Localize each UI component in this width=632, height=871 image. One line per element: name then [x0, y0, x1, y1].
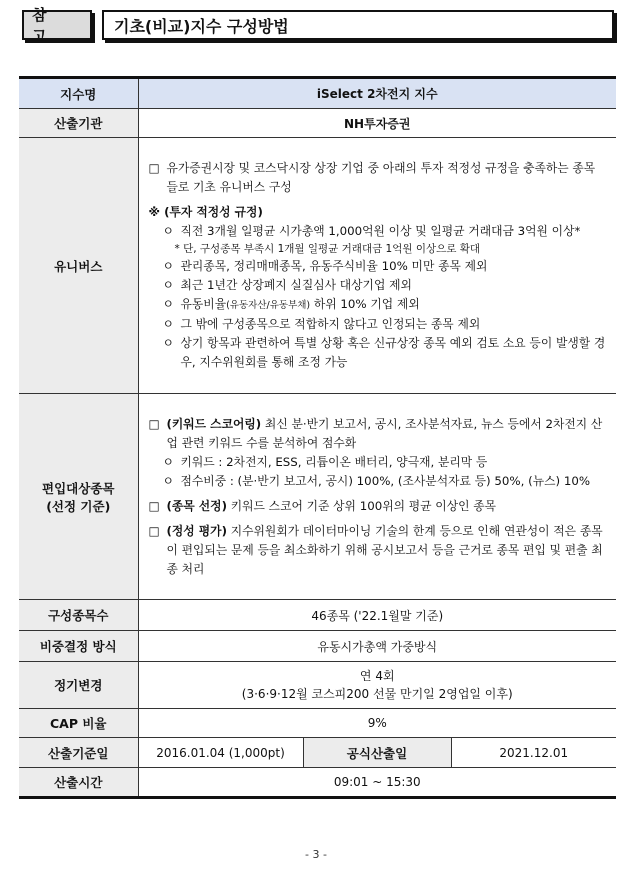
universe-intro: □ 유가증권시장 및 코스닥시장 상장 기업 중 아래의 투자 적정성 규정을 충족하는 종목들로 기초 유니버스 구성	[149, 159, 607, 197]
weighting-label: 비중결정 방식	[19, 631, 138, 662]
calc-org-value: NH투자증권	[138, 109, 616, 138]
weighting-value: 유동시가총액 가중방식	[138, 631, 616, 662]
list-item: ㅇ 최근 1년간 상장폐지 실질심사 대상기업 제외	[162, 278, 412, 292]
index-name-value: iSelect 2차전지 지수	[138, 78, 616, 109]
scoring-paragraph: □ (키워드 스코어링) 최신 분·반기 보고서, 공시, 조사분석자료, 뉴스 등에서 2차전지 산업 관련 키워드 수를 분석하여 점수화	[149, 415, 607, 453]
table-row	[19, 631, 616, 662]
rebalance-label: 정기변경	[19, 662, 138, 709]
cap-label: CAP 비율	[19, 709, 138, 738]
index-info-table	[19, 76, 616, 799]
table-row	[19, 600, 616, 631]
calc-time-label: 산출시간	[19, 768, 138, 798]
universe-content	[138, 138, 616, 394]
checkbox-bullet-icon: □	[148, 523, 160, 538]
list-item: ㅇ 관리종목, 정리매매종목, 유동주식비율 10% 미만 종목 제외	[162, 259, 488, 273]
inclusion-content	[138, 394, 616, 600]
reference-tag: 참 고	[22, 10, 92, 40]
page-number: - 3 -	[305, 848, 327, 861]
inclusion-label: 편입대상종목 (선정 기준)	[19, 394, 138, 600]
cap-value: 9%	[138, 709, 616, 738]
pub-date-value: 2021.12.01	[451, 738, 616, 768]
footnote: * 단, 구성종목 부족시 1개월 일평균 거래대금 1억원 이상으로 확대	[174, 243, 481, 255]
list-item: ㅇ 그 밖에 구성종목으로 적합하지 않다고 인정되는 종목 제외	[162, 317, 481, 331]
table-row	[19, 138, 616, 394]
table-row	[19, 662, 616, 709]
table-row	[19, 394, 616, 600]
checkbox-bullet-icon: □	[148, 498, 160, 513]
table-row	[19, 738, 616, 768]
index-name-label: 지수명	[19, 78, 138, 109]
rule-title: ※ (투자 적정성 규정)	[148, 205, 263, 219]
checkbox-bullet-icon: □	[148, 416, 160, 431]
section-title: 기초(비교)지수 구성방법	[102, 10, 614, 40]
checkbox-bullet-icon: □	[148, 161, 160, 175]
table-row	[19, 78, 616, 109]
rebalance-value: 연 4회 (3·6·9·12월 코스피200 선물 만기일 2영업일 이후)	[138, 662, 616, 709]
constituents-value: 46종목 ('22.1월말 기준)	[138, 600, 616, 631]
list-item: ㅇ 직전 3개월 일평균 시가총액 1,000억원 이상 및 일평균 거래대금 3억원 이상*	[162, 224, 581, 238]
base-date-value: 2016.01.04 (1,000pt)	[138, 738, 303, 768]
constituents-label: 구성종목수	[19, 600, 138, 631]
universe-label: 유니버스	[19, 138, 138, 394]
table-row	[19, 109, 616, 138]
list-item: ㅇ 키워드 : 2차전지, ESS, 리튬이온 배터리, 양극재, 분리막 등	[162, 454, 488, 469]
list-item: ㅇ 상기 항목과 관련하여 특별 상황 혹은 신규상장 종목 예외 검토 소요 등이 발생할 경우, 지수위원회를 통해 조정 가능	[162, 336, 606, 369]
table-row	[19, 709, 616, 738]
selection-paragraph: □ (종목 선정) 키워드 스코어 기준 상위 100위의 평균 이상인 종목	[149, 497, 607, 516]
calc-org-label: 산출기관	[19, 109, 138, 138]
list-item: ㅇ 유동비율(유동자산/유동부채) 하위 10% 기업 제외	[162, 297, 420, 311]
qualitative-paragraph: □ (정성 평가) 지수위원회가 데이터마이닝 기술의 한계 등으로 인해 연관성이 적은 종목이 편입되는 문제 등을 최소화하기 위해 공시보고서 등을 근거로 종목 편입 및 편출 최종 처리	[149, 522, 607, 579]
list-item: ㅇ 점수비중 : (분·반기 보고서, 공시) 100%, (조사분석자료 등) 50%, (뉴스) 10%	[162, 473, 591, 488]
pub-date-label: 공식산출일	[303, 738, 451, 768]
calc-time-value: 09:01 ~ 15:30	[138, 768, 616, 798]
table-row	[19, 768, 616, 798]
base-date-label: 산출기준일	[19, 738, 138, 768]
